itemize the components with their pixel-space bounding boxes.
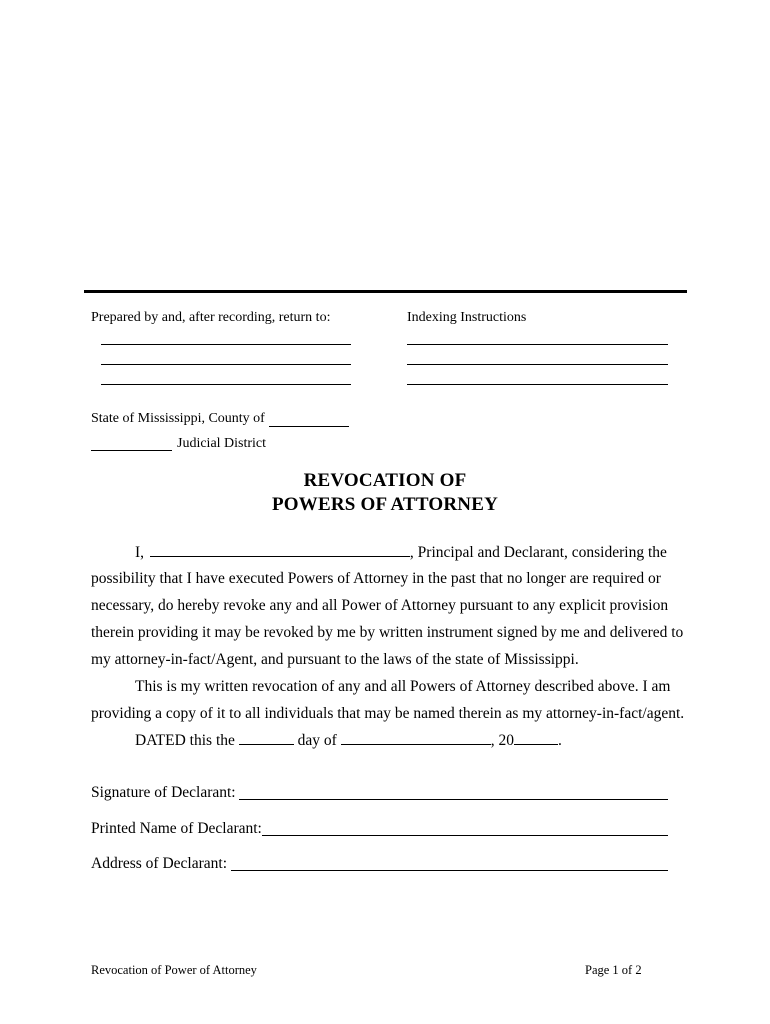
address-label: Address of Declarant: [91,855,228,872]
dated-day-of: day of [297,732,337,749]
body-i-label: I, [135,544,145,561]
header-rule [84,290,687,293]
indexing-instructions-label: Indexing Instructions [407,310,527,325]
body-line-5: my attorney-in-fact/Agent, and pursuant to the laws of the state of Mississippi. [91,651,579,668]
principal-name-blank[interactable] [150,543,410,557]
body-line-1 [135,543,667,562]
dated-day-blank[interactable] [239,731,294,745]
document-title-line-2: POWERS OF ATTORNEY [271,494,498,515]
indexing-line-2[interactable] [407,364,668,365]
address-field[interactable] [231,870,668,871]
body-line-2: possibility that I have executed Powers of Attorney in the past that no longer are required or [91,570,661,587]
dated-end: . [557,732,562,749]
signature-field[interactable] [239,799,668,800]
return-to-line-1[interactable] [101,344,351,345]
dated-prefix: DATED this the [135,732,235,749]
judicial-district-blank[interactable] [91,450,172,451]
state-county-label: State of Mississippi, County of [91,411,265,426]
dated-line [135,731,562,750]
indexing-line-3[interactable] [407,384,668,385]
body-line-6: This is my written revocation of any and all Powers of Attorney described above. I am [135,678,671,695]
indexing-line-1[interactable] [407,344,668,345]
dated-month-blank[interactable] [341,731,491,745]
body-line-3: necessary, do hereby revoke any and all Power of Attorney pursuant to any explicit provision [91,597,669,614]
body-line-4: therein providing it may be revoked by me by written instrument signed by me and delivered to [91,624,684,641]
dated-year-blank[interactable] [514,731,558,745]
signature-label: Signature of Declarant: [91,784,236,801]
body-p1-after-blank: , Principal and Declarant, considering the [409,544,667,561]
dated-year-prefix: , 20 [490,732,514,749]
document-title-line-1: REVOCATION OF [303,470,467,491]
judicial-district-label: Judicial District [177,436,267,451]
prepared-by-label: Prepared by and, after recording, return to: [91,310,331,325]
body-line-7: providing a copy of it to all individuals that may be named therein as my attorney-in-fact/agent. [91,705,685,722]
footer-page-number: Page 1 of 2 [585,963,642,977]
printed-name-label: Printed Name of Declarant: [91,820,262,837]
return-to-line-3[interactable] [101,384,351,385]
footer-doc-name: Revocation of Power of Attorney [91,963,257,977]
return-to-line-2[interactable] [101,364,351,365]
county-blank[interactable] [269,426,349,427]
printed-name-field[interactable] [262,835,668,836]
